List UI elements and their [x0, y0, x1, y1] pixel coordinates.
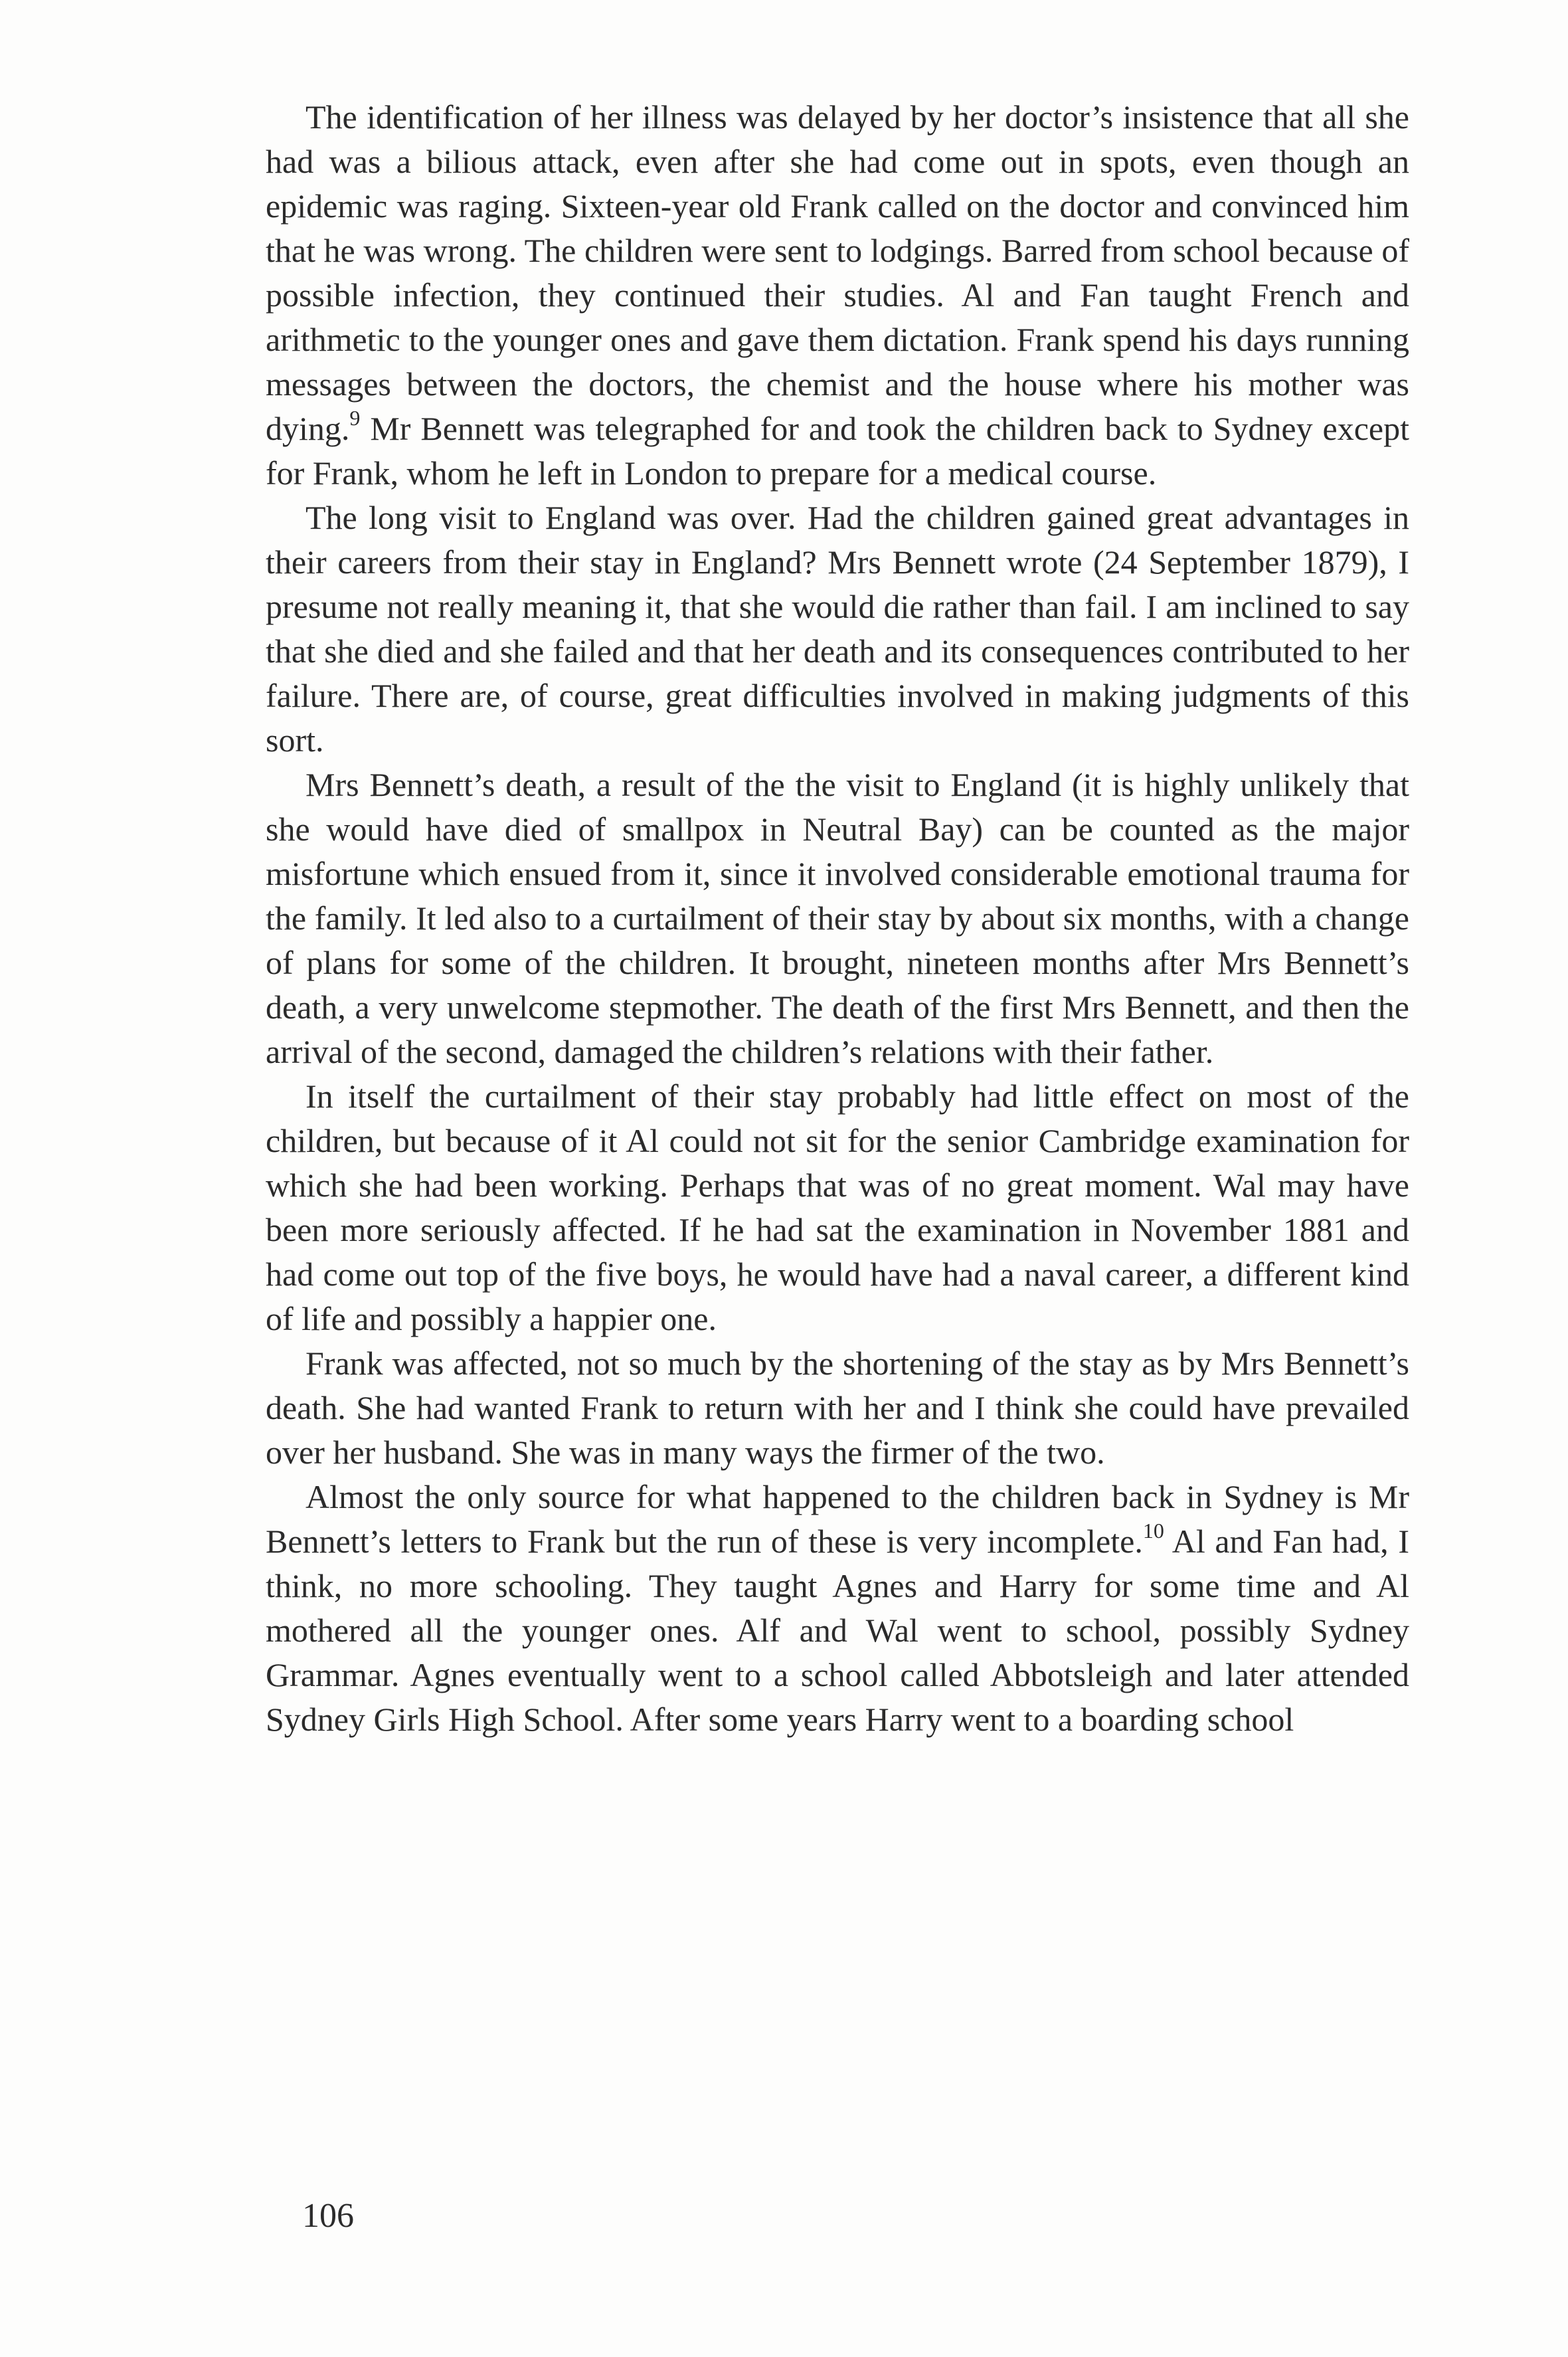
footnote-marker: 9 [349, 406, 361, 430]
paragraph: Frank was affected, not so much by the shortening of the stay as by Mrs Bennett’s death. She had wanted Frank to return with her and I think she could have prevailed over her husband. She was in many ways the firmer of the two. [266, 1345, 1409, 1471]
paragraph: In itself the curtailment of their stay probably had little effect on most of the children, but because of it Al could not sit for the senior Cambridge examination for which she had been working. Perhaps that was of no great moment. Wal may have been more seriously affected. If he had sat the examination in November 1881 and had come out top of the five boys, he would have had a naval career, a different kind of life and possibly a happier one. [266, 1078, 1409, 1337]
paragraph: Mrs Bennett’s death, a result of the the visit to England (it is highly unlikely that she would have died of smallpox in Neutral Bay) can be counted as the major misfortune which ensued from it, since it involved considerable emotional trauma for the family. It led also to a curtailment of their stay by about six months, with a change of plans for some of the children. It brought, nineteen months after Mrs Bennett’s death, a very unwelcome stepmother. The death of the first Mrs Bennett, and then the arrival of the second, damaged the children’s relations with their father. [266, 766, 1409, 1070]
page-number: 106 [302, 2197, 354, 2235]
body-text [266, 95, 1409, 1742]
paragraph: Almost the only source for what happened to the children back in Sydney is Mr Bennett’s letters to Frank but the run of these is very incomplete.$^{10}$ Al and Fan had, I think, no more schooling. They taught Agnes and Harry for some time and Al mothered all the younger ones. Alf and Wal went to school, possibly Sydney Grammar. Agnes eventually went to a school called Abbotsleigh and later attended Sydney Girls High School. After some years Harry went to a boarding school [266, 1478, 1409, 1738]
paragraph: The long visit to England was over. Had the children gained great advantages in their careers from their stay in England? Mrs Bennett wrote (24 September 1879), I presume not really meaning it, that she would die rather than fail. I am inclined to say that she died and she failed and that her death and its consequences contributed to her failure. There are, of course, great difficulties involved in making judgments of this sort. [266, 499, 1409, 759]
footnote-marker: 10 [1142, 1519, 1164, 1543]
paragraph: The identification of her illness was delayed by her doctor’s insistence that all she had was a bilious attack, even after she had come out in spots, even though an epidemic was raging. Sixteen-year old Frank called on the doctor and convinced him that he was wrong. The children were sent to lodgings. Barred from school because of possible infection, they continued their studies. Al and Fan taught French and arithmetic to the younger ones and gave them dictation. Frank spend his days running messages between the doctors, the chemist and the house where his mother was dying.$^9$ Mr Bennett was telegraphed for and took the children back to Sydney except for Frank, whom he left in London to prepare for a medical course. [266, 98, 1409, 492]
